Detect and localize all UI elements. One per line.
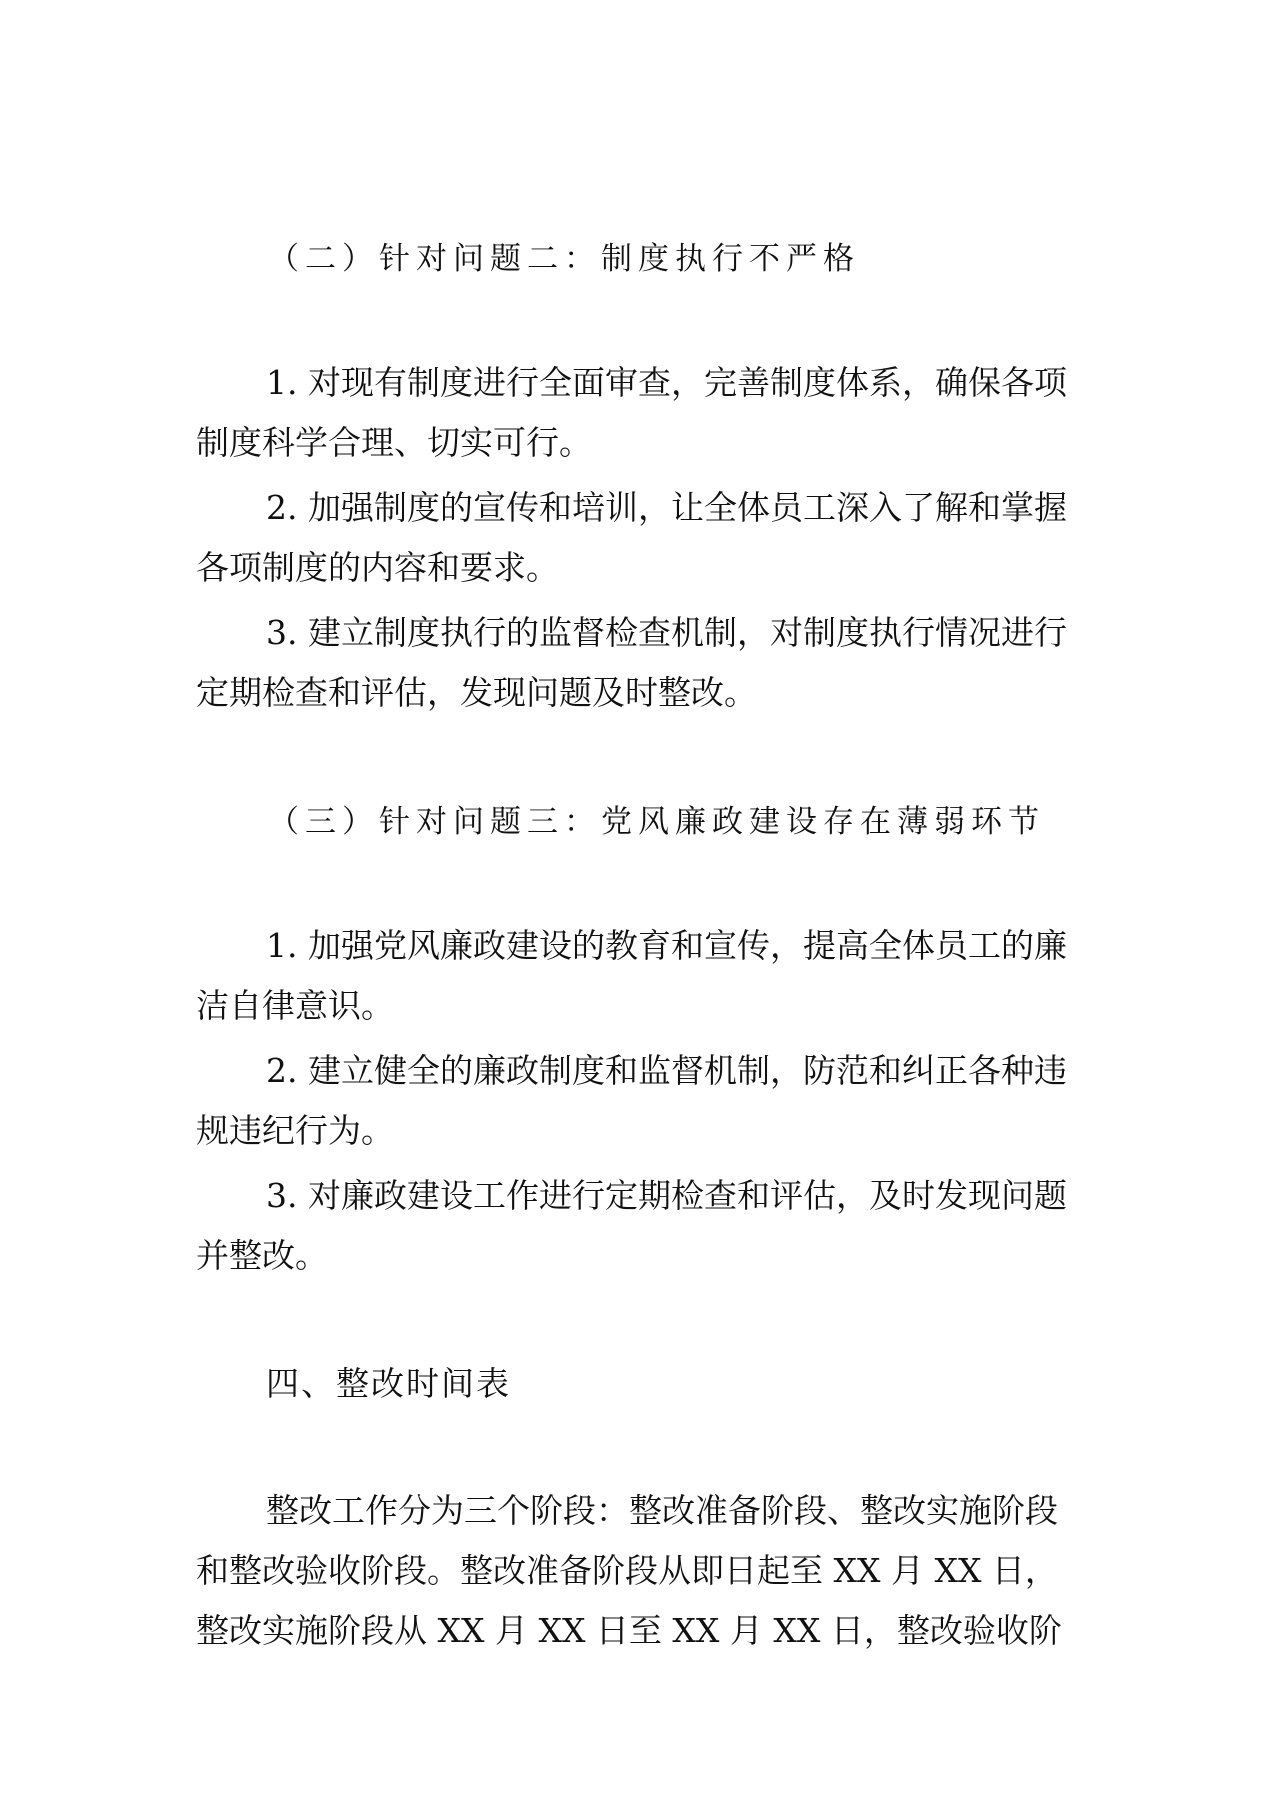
section-3-item-1 [196,916,1090,1036]
section-2-item-2 [196,478,1090,598]
section-3-item-1-line-2: 洁自律意识。 [196,986,394,1025]
section-2-item-1 [196,353,1090,473]
section-2-item-3 [196,603,1090,723]
section-2-item-3-line-1: 3. 建立制度执行的监督检查机制，对制度执行情况进行 [266,613,1067,652]
section-3-item-2 [196,1041,1090,1161]
section-4-title: 四、整改时间表 [266,1364,511,1403]
section-3-item-2-line-1: 2. 建立健全的廉政制度和监督机制，防范和纠正各种违 [266,1051,1067,1090]
section-4-paragraph-line-3: 整改实施阶段从 XX 月 XX 日至 XX 月 XX 日，整改验收阶 [196,1611,1062,1650]
section-2-item-2-line-1: 2. 加强制度的宣传和培训，让全体员工深入了解和掌握 [266,488,1067,527]
section-3-heading: （三）针对问题三：党风廉政建设存在薄弱环节 [268,804,1045,840]
section-3-item-3-line-1: 3. 对廉政建设工作进行定期检查和评估，及时发现问题 [266,1176,1067,1215]
section-2-heading: （二）针对问题二：制度执行不严格 [268,241,860,277]
section-4-paragraph-line-2: 和整改验收阶段。整改准备阶段从即日起至 XX 月 XX 日， [196,1551,1058,1590]
section-4-paragraph-line-1: 整改工作分为三个阶段：整改准备阶段、整改实施阶段 [266,1491,1058,1530]
section-3-item-3 [196,1166,1090,1286]
section-2-item-1-line-1: 1. 对现有制度进行全面审查，完善制度体系，确保各项 [266,363,1067,402]
section-4-paragraph [196,1481,1090,1661]
section-3-item-1-line-1: 1. 加强党风廉政建设的教育和宣传，提高全体员工的廉 [266,926,1067,965]
section-2-item-1-line-2: 制度科学合理、切实可行。 [196,423,592,462]
section-3-item-3-line-2: 并整改。 [196,1236,328,1275]
section-3-item-2-line-2: 规违纪行为。 [196,1111,394,1150]
section-2-item-2-line-2: 各项制度的内容和要求。 [196,548,559,587]
section-2-item-3-line-2: 定期检查和评估，发现问题及时整改。 [196,673,757,712]
